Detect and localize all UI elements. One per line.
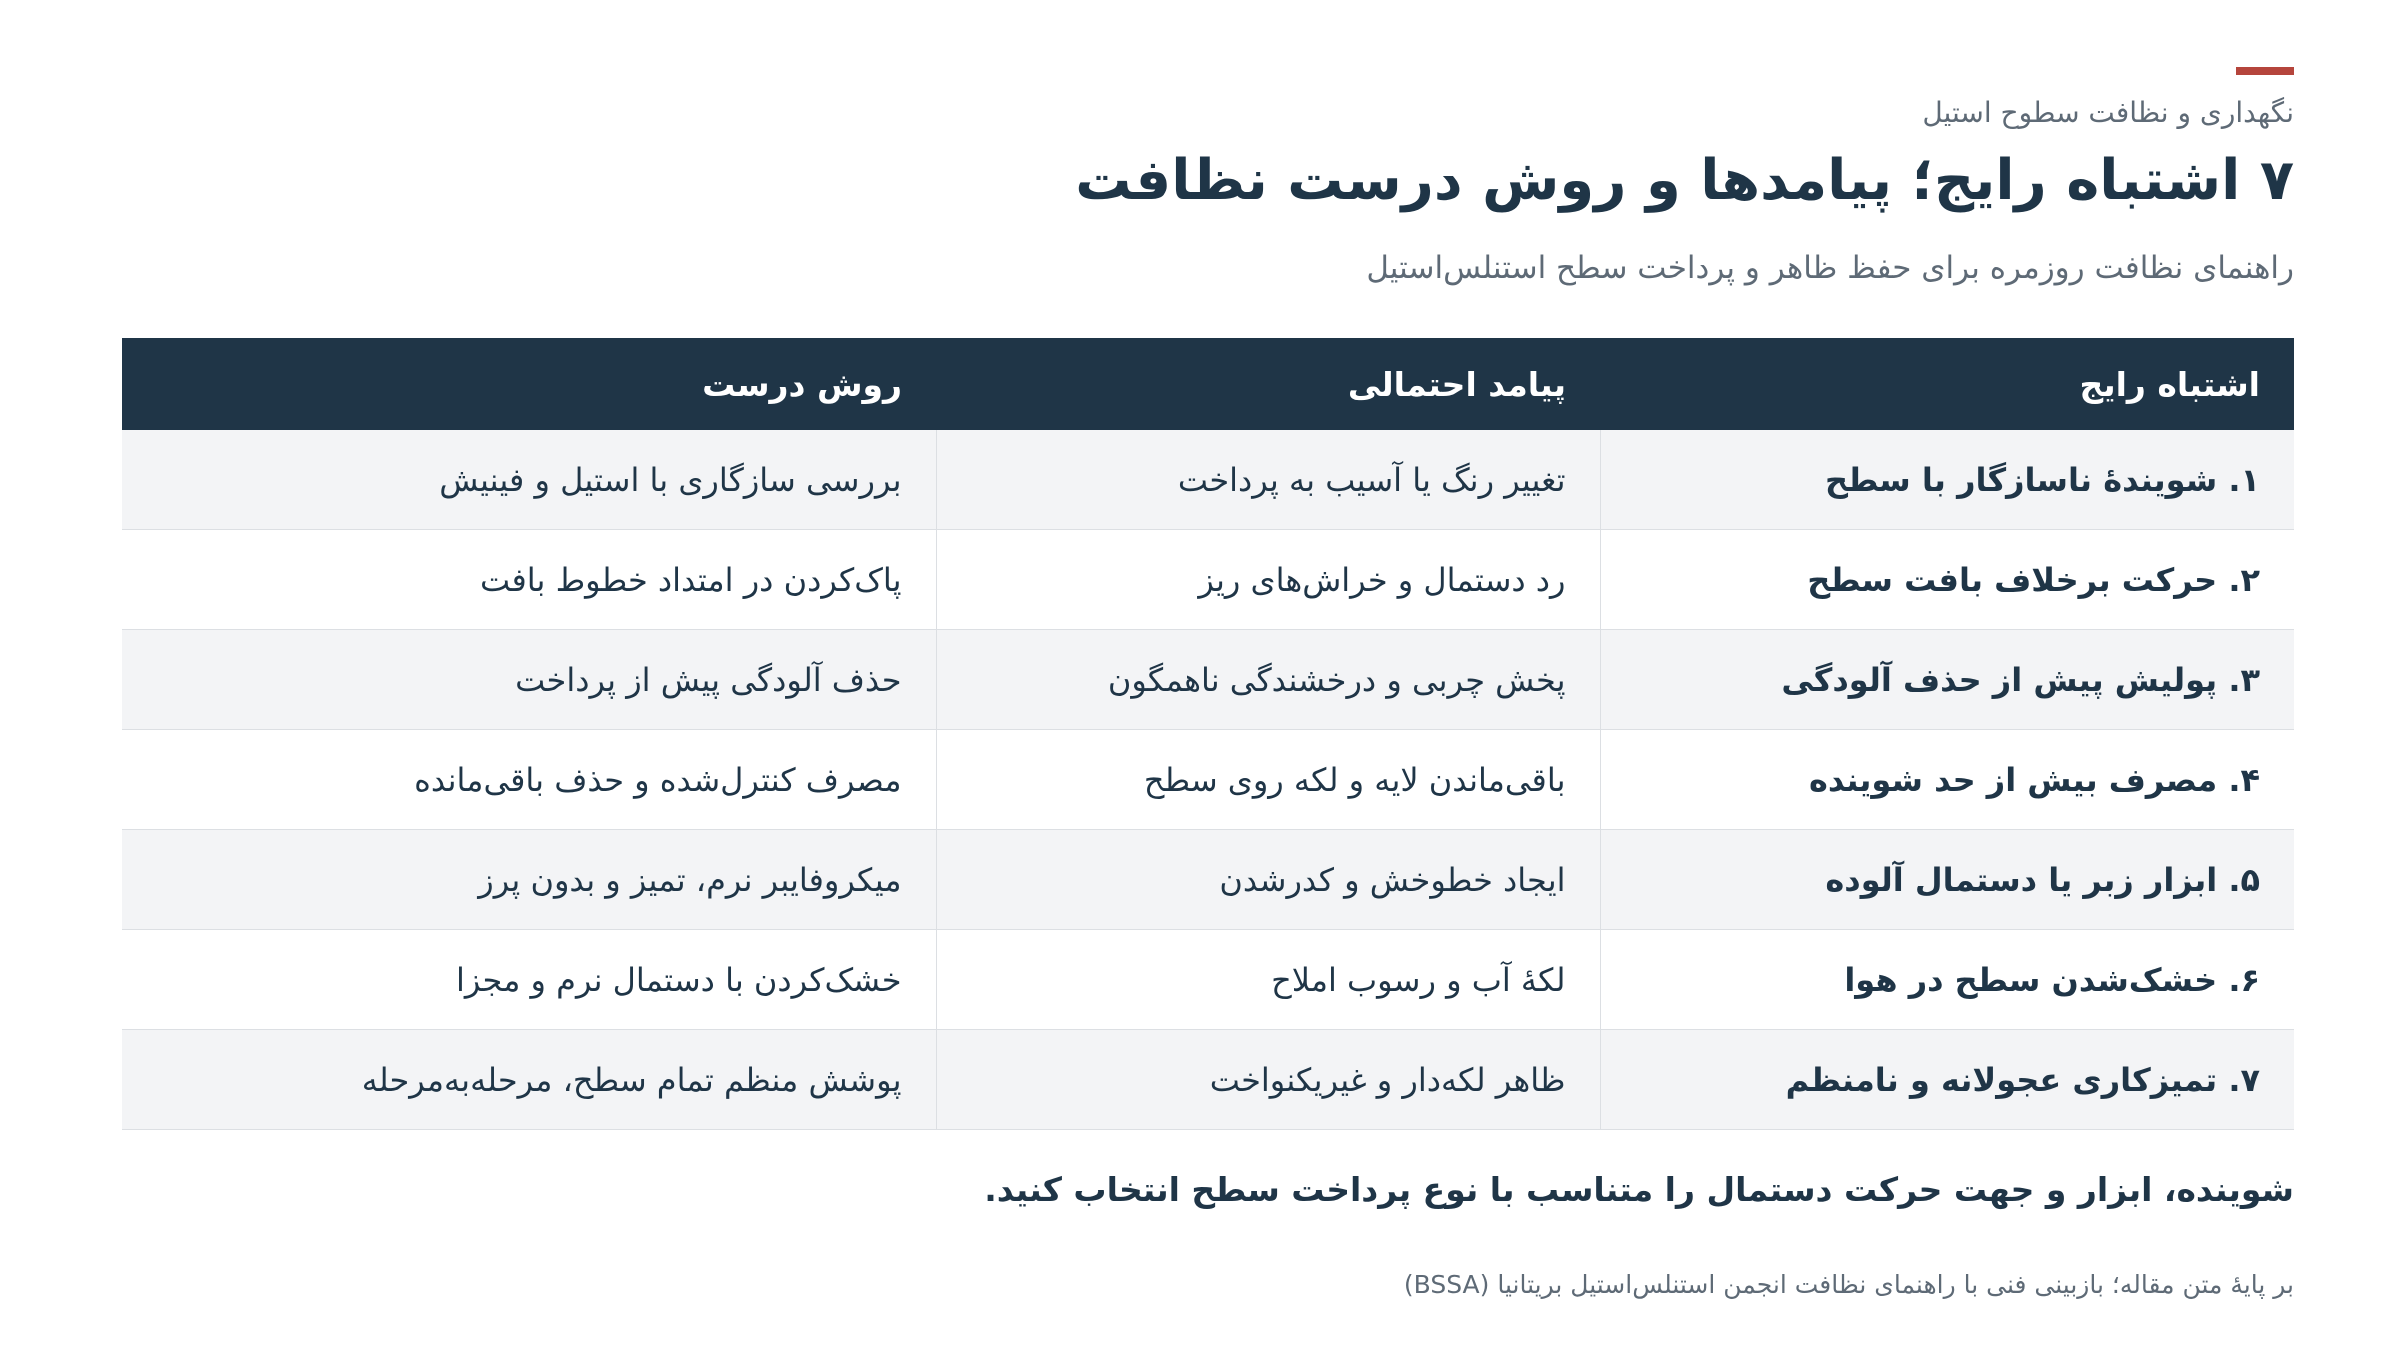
cell-fix: مصرف کنترل‌شده و حذف باقی‌مانده xyxy=(122,730,936,830)
table-row xyxy=(122,1030,2294,1130)
page-title: ۷ اشتباه رایج؛ پیامدها و روش درست نظافت xyxy=(1075,148,2294,213)
table-row xyxy=(122,730,2294,830)
column-header-consequence: پیامد احتمالی xyxy=(936,338,1600,430)
cell-mistake: ۱. شویندهٔ ناسازگار با سطح xyxy=(1600,430,2294,530)
cell-fix: میکروفایبر نرم، تمیز و بدون پرز xyxy=(122,830,936,930)
cell-consequence: لکهٔ آب و رسوب املاح xyxy=(936,930,1600,1030)
cell-mistake: ۵. ابزار زبر یا دستمال آلوده xyxy=(1600,830,2294,930)
cell-consequence: رد دستمال و خراش‌های ریز xyxy=(936,530,1600,630)
summary-note: شوینده، ابزار و جهت حرکت دستمال را متناسب با نوع پرداخت سطح انتخاب کنید. xyxy=(984,1170,2294,1209)
cell-consequence: ایجاد خطوخش و کدرشدن xyxy=(936,830,1600,930)
column-header-mistake: اشتباه رایج xyxy=(1600,338,2294,430)
cell-consequence: باقی‌ماندن لایه و لکه روی سطح xyxy=(936,730,1600,830)
accent-bar xyxy=(2236,67,2294,75)
source-note: بر پایهٔ متن مقاله؛ بازبینی فنی با راهنمای نظافت انجمن استنلس‌استیل بریتانیا (BSSA) xyxy=(1403,1270,2294,1299)
cell-consequence: تغییر رنگ یا آسیب به پرداخت xyxy=(936,430,1600,530)
page-subtitle: راهنمای نظافت روزمره برای حفظ ظاهر و پرداخت سطح استنلس‌استیل xyxy=(1366,250,2294,286)
cell-fix: پوشش منظم تمام سطح، مرحله‌به‌مرحله xyxy=(122,1030,936,1130)
table-row xyxy=(122,530,2294,630)
cell-mistake: ۷. تمیزکاری عجولانه و نامنظم xyxy=(1600,1030,2294,1130)
table-header-row xyxy=(122,338,2294,430)
cell-fix: پاک‌کردن در امتداد خطوط بافت xyxy=(122,530,936,630)
mistakes-table xyxy=(122,338,2294,1130)
section-kicker: نگهداری و نظافت سطوح استیل xyxy=(1922,96,2294,129)
table-row xyxy=(122,630,2294,730)
cell-consequence: ظاهر لکه‌دار و غیریکنواخت xyxy=(936,1030,1600,1130)
cell-fix: بررسی سازگاری با استیل و فینیش xyxy=(122,430,936,530)
table-row xyxy=(122,830,2294,930)
cell-mistake: ۴. مصرف بیش از حد شوینده xyxy=(1600,730,2294,830)
table-row xyxy=(122,930,2294,1030)
cell-mistake: ۳. پولیش پیش از حذف آلودگی xyxy=(1600,630,2294,730)
cell-fix: خشک‌کردن با دستمال نرم و مجزا xyxy=(122,930,936,1030)
cell-mistake: ۶. خشک‌شدن سطح در هوا xyxy=(1600,930,2294,1030)
column-header-fix: روش درست xyxy=(122,338,936,430)
cell-consequence: پخش چربی و درخشندگی ناهمگون xyxy=(936,630,1600,730)
cell-fix: حذف آلودگی پیش از پرداخت xyxy=(122,630,936,730)
table-row xyxy=(122,430,2294,530)
cell-mistake: ۲. حرکت برخلاف بافت سطح xyxy=(1600,530,2294,630)
